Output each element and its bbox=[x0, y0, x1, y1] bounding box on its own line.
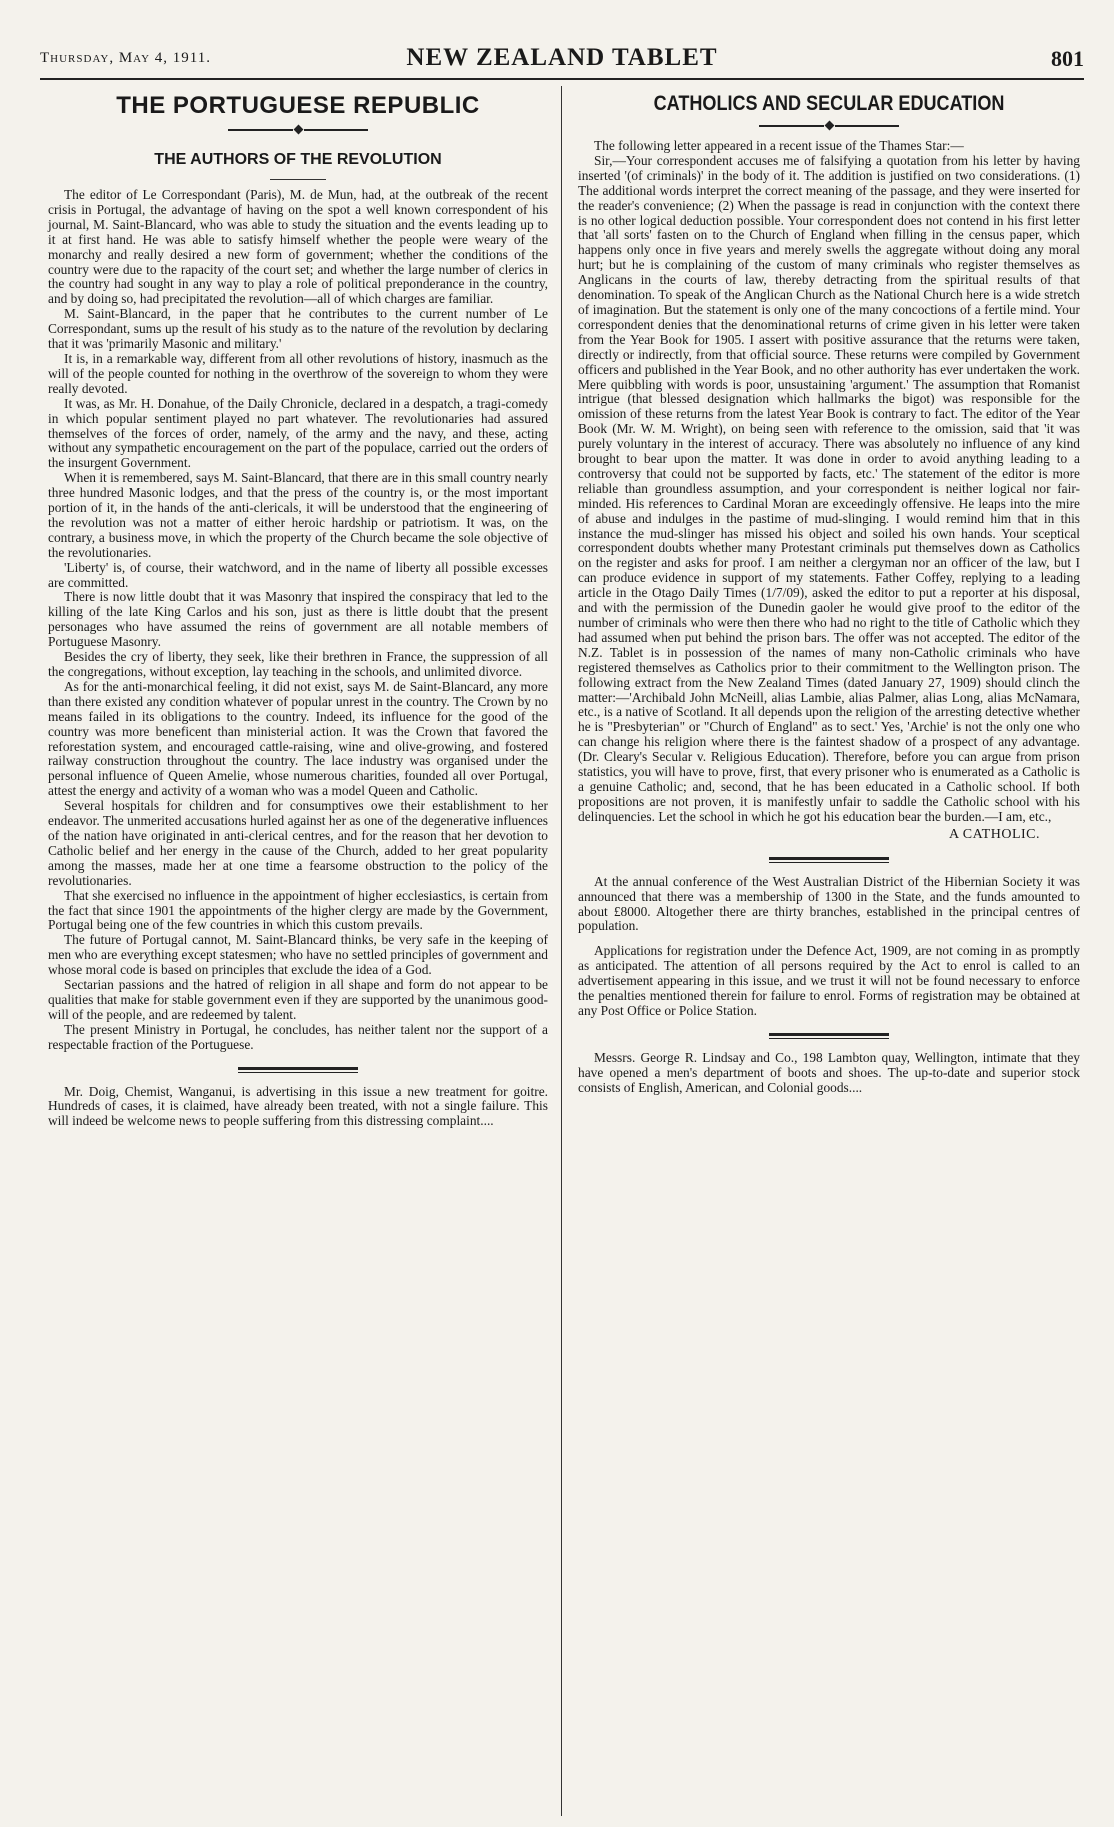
article-paragraph: Sectarian passions and the hatred of religion in all shape and form do not appear to be qualities that make for stable government even if they are supported by the unanimous good-will of the people, and are redeemed by talent. bbox=[48, 977, 548, 1022]
newspaper-title: NEW ZEALAND TABLET bbox=[406, 44, 718, 71]
letter-intro: The following letter appeared in a recent issue of the Thames Star:— bbox=[594, 138, 964, 153]
masthead bbox=[40, 44, 1084, 74]
article-subheadline: THE AUTHORS OF THE REVOLUTION bbox=[154, 151, 442, 168]
notice-paragraph: At the annual conference of the West Australian District of the Hibernian Society it was announced that there was a membership of 1300 in the State, and the funds amounted to about £8000. Altogether there are thirty branches, established in the principal centres of population. bbox=[578, 873, 1080, 934]
issue-date: Thursday, May 4, 1911. bbox=[40, 50, 211, 66]
letter-body: Sir,—Your correspondent accuses me of falsifying a quotation from his letter by having inserted '(of criminals)' in the body of it. The addition is justified on two considerations. (1) The additional words interpret the correct meaning of the passage, and they were inserted for the reader's convenience; (2) When the passage is read in conjunction with the context there is no other logical deduction possible. Your correspondent does not contend in his first letter that 'all sorts' fasten on to the Church of England when filling in the census paper, which happens only once in five years and merely swells the aggregate without doing any moral hurt; but he is complaining of the custom of many criminals who register themselves as Anglicans in the courts of law, thereby detracting from the spiritual results of that denomination. To speak of the Anglican Church as the National Church here is a wide stretch of imagination. But the statement is only one of the many concoctions of a fertile mind. Your correspondent denies that the denominational returns of crime given in his letter were taken from the Year Book for 1905. I assert with positive assurance that the returns were taken, directly or indirectly, from that official source. These returns were compiled by Government officers and published in the Year Book, and no other authority has ever undertaken the work. Mere quibbling with words is poor, unsustaining 'argument.' The assumption that Romanist intrigue (that blessed designation which hallmarks the bigot) was responsible for the omission of these returns from the latest Year Book is contrary to fact. The editor of the Year Book (Mr. W. M. Wright), on being seen with reference to the omission, said that 'it was purely voluntary in the interest of accuracy. There was absolutely no influence of any kind brought to bear upon the matter. It was done in order to avoid anything leading to a controversy that could not be supported by facts, etc.' The statement of the editor is more reliable than groundless assumption, and your correspondent is neither logical nor fair-minded. His references to Cardinal Moran are exceedingly offensive. He leaps into the mire of abuse and indulges in the pastime of mud-slinging. I would remind him that in this instance the mud-slinger has missed his object and soiled his own hands. Your sceptical correspondent doubts whether many Protestant criminals put themselves down as Catholics on the register and asks for proof. I am neither a clergyman nor an officer of the law, but I can produce evidence in support of my statements. Father Coffey, replying to a leading article in the Otago Daily Times (1/7/09), asked the editor to put a reporter at his disposal, and with the permission of the Dunedin gaoler he would give proof to the editor of the number of criminals who were then there who had no right to the title of Catholic which they had assumed when put behind the prison bars. The offer was not accepted. The editor of the N.Z. Tablet is in possession of the names of many non-Catholic criminals who have registered themselves as Catholics prior to their commitment to the Wellington prison. The following extract from the New Zealand Times (dated January 27, 1909) should clinch the matter:—'Archibald John McNeill, alias Lambie, alias Palmer, alias Long, alias McNamara, etc., is a native of Scotland. It all depends upon the religion of the arresting detective whether he is "Presbyterian" or "Church of England" as to sect.' Yes, 'Archie' is not the only one who can change his religion where there is the faintest shadow of a prospect of any advantage. (Dr. Cleary's Secular v. Religious Education). Therefore, before you can argue from prison statistics, you will have to prove, first, that every prisoner who is enumerated as a Catholic is a genuine Catholic; and, second, that he has been educated in a Catholic school. If both propositions are not proven, it is manifestly unfair to saddle the Catholic school with his delinquencies. Let the school in which he got his education bear the burden.—I am, etc., bbox=[578, 152, 1080, 824]
left-column bbox=[48, 92, 548, 1129]
column-divider bbox=[561, 86, 562, 1816]
right-column bbox=[578, 92, 1080, 1096]
article-paragraph: It is, in a remarkable way, different from all other revolutions of history, inasmuch as the will of the people counted for nothing in the overthrow of the sovereign to whom they were really devoted. bbox=[48, 350, 548, 396]
section-separator bbox=[769, 857, 889, 863]
article-headline: THE PORTUGUESE REPUBLIC bbox=[116, 92, 480, 119]
letter-headline: CATHOLICS AND SECULAR EDUCATION bbox=[653, 92, 1005, 115]
article-paragraph: 'Liberty' is, of course, their watchword, and in the name of liberty all possible excesses are committed. bbox=[48, 559, 548, 590]
header-rule bbox=[40, 78, 1084, 80]
notice-paragraph: Applications for registration under the Defence Act, 1909, are not coming in as promptly as anticipated. The attention of all persons required by the Act to enrol is called to an advertisement appearing in this issue, and we trust it will not be found necessary to enforce the penalties mentioned therein for failure to enrol. Forms of registration may be obtained at any Post Office or Police Station. bbox=[578, 943, 1080, 1018]
letter-signature: A CATHOLIC. bbox=[948, 826, 1040, 842]
article-paragraph: The present Ministry in Portugal, he concludes, has neither talent nor the support of a respectable fraction of the Portuguese. bbox=[48, 1021, 548, 1052]
notice-paragraph: Mr. Doig, Chemist, Wanganui, is advertising in this issue a new treatment for goitre. Hundreds of cases, it is claimed, have already been treated, with not a single failure. This will indeed be welcome news to people suffering from this distressing complaint.... bbox=[48, 1083, 548, 1129]
article-paragraph: Besides the cry of liberty, they seek, like their brethren in France, the suppression of all the congregations, without exception, lay teaching in the schools, and unlimited divorce. bbox=[48, 649, 548, 679]
ornament-divider bbox=[228, 126, 368, 133]
article-paragraph: M. Saint-Blancard, in the paper that he contributes to the current number of Le Correspondant, sums up the result of his study as to the nature of the revolution by declaring that it was 'primarily Masonic and military.' bbox=[48, 306, 548, 352]
notice-paragraph: Messrs. George R. Lindsay and Co., 198 Lambton quay, Wellington, intimate that they have opened a men's department of boots and shoes. The up-to-date and superior stock consists of English, American, and Colonial goods.... bbox=[578, 1049, 1080, 1095]
article-paragraph: When it is remembered, says M. Saint-Blancard, that there are in this small country nearly three hundred Masonic lodges, and that the press of the country is, or the most important portion of it, in the hands of the anti-clericals, it will be understood that the engineering of the revolution was not a matter of either heroic hardship or patriotism. It was, on the contrary, a business move, in which the property of the Church became the sole objective of the revolutionaries. bbox=[48, 470, 548, 560]
section-separator bbox=[769, 1033, 889, 1039]
ornament-divider bbox=[759, 122, 899, 129]
article-paragraph: That she exercised no influence in the appointment of higher ecclesiastics, is certain from the fact that since 1901 the appointments of the higher clergy are made by the Government, Portugal being one of the few countries in which this custom prevails. bbox=[48, 887, 548, 933]
article-paragraph: The editor of Le Correspondant (Paris), M. de Mun, had, at the outbreak of the recent crisis in Portugal, the advantage of having on the spot a well known correspondent of his journal, M. Saint-Blancard, who was able to study the situation and the events leading up to it at first hand. He was able to satisfy himself whether the people were weary of the monarchy and really desired a new form of government; whether the conditions of the country were due to the rapacity of the court set; and whether the large number of clerics in the country had sought in any way to play a role of political preponderance in the country, and by doing so, had precipitated the revolution—all of which charges are familiar. bbox=[48, 187, 548, 307]
article-paragraph: It was, as Mr. H. Donahue, of the Daily Chronicle, declared in a despatch, a tragi-comedy in which popular sentiment played no part whatever. The revolutionaries had assured themselves of the forces of order, namely, of the army and the navy, and these, acting without any sympathetic encouragement on the part of the populace, carried out the orders of the insurgent Government. bbox=[48, 395, 548, 471]
article-paragraph: Several hospitals for children and for consumptives owe their establishment to her endeavor. The unmerited accusations hurled against her as one of the degenerative influences of the nation have originated in anti-clerical centres, and for the reason that her devotion to Catholic belief and her energy in the cause of the Church, added to her great popularity among the masses, made her at one time a fearsome obstruction to the policy of the revolutionaries. bbox=[48, 798, 548, 888]
article-paragraph: The future of Portugal cannot, M. Saint-Blancard thinks, be very safe in the keeping of men who are everything except statesmen; who have no settled principles of government and whose moral code is based on principles that exclude the idea of a God. bbox=[48, 932, 548, 978]
article-paragraph: There is now little doubt that it was Masonry that inspired the conspiracy that led to the killing of the late King Carlos and his son, just as there is little doubt that the present personages who have assumed the reins of government are all notable members of Portuguese Masonry. bbox=[48, 589, 548, 650]
short-rule bbox=[270, 179, 326, 180]
page-number: 801 bbox=[1051, 46, 1084, 71]
article-paragraph: As for the anti-monarchical feeling, it did not exist, says M. de Saint-Blancard, any more than there existed any condition whatever of popular unrest in the country. The Crown by no means failed in its obligations to the country. Indeed, its influence for the good of the country was more beneficent than ministerial action. It was the Crown that favored the reforestation system, and encouraged cattle-raising, wine and olive-growing, and fostered railway construction throughout the country. The lace industry was organised under the personal influence of Queen Amelie, whose numerous charities, founded all over Portugal, attest the energy and activity of a woman who was a model Queen and Catholic. bbox=[48, 678, 548, 799]
section-separator bbox=[238, 1067, 358, 1073]
